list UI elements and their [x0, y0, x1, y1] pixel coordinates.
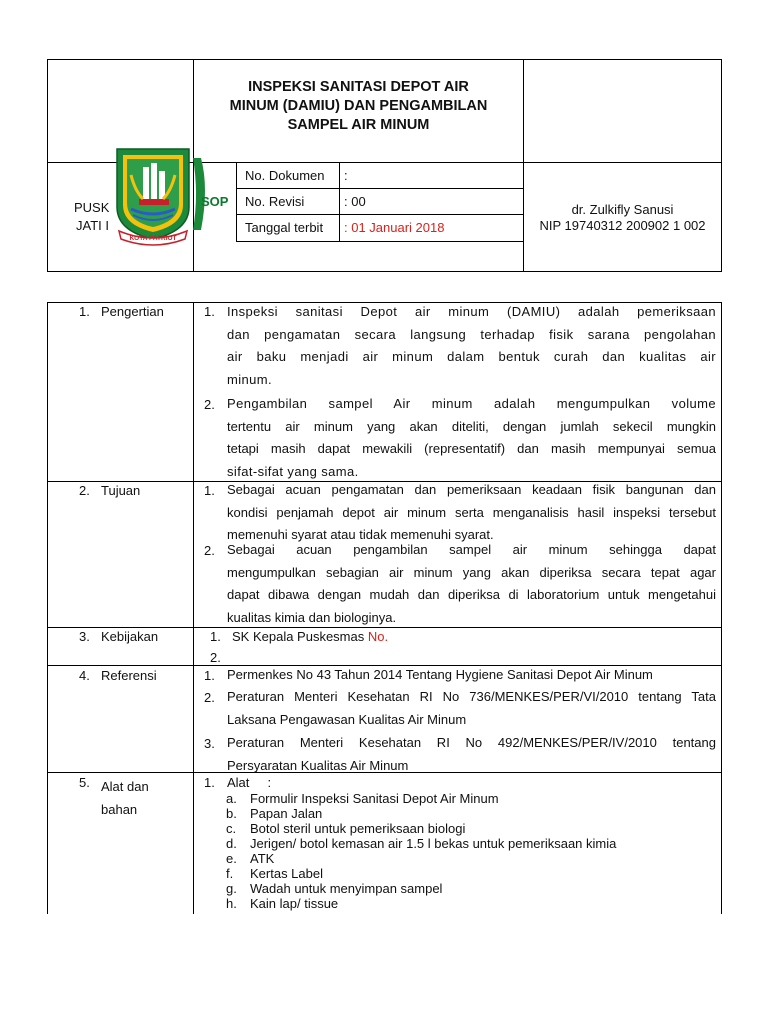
section-title: Pengertian	[101, 304, 164, 319]
item-text: Peraturan Menteri Kesehatan RI No 492/MENKES/PER/IV/2010 tentang Persyaratan Kualitas Air Minum	[227, 735, 716, 773]
signer-nip: NIP 19740312 200902 1 002	[539, 218, 706, 233]
item-text: Sebagai acuan pengambilan sampel air minum sehingga dapat mengumpulkan sebagian air minum yang akan diperiksa secara tepat agar dapat dibawa dengan mudah dan diperiksa di laboratorium untuk mengetahui kualitas kimia dan biologinya.	[227, 542, 716, 625]
list-item: b. Papan Jalan	[226, 806, 323, 821]
signer-block	[524, 202, 721, 234]
section-number: 4.	[79, 668, 90, 683]
title-line-1: INSPEKSI SANITASI DEPOT AIR	[248, 79, 469, 95]
section-number: 2.	[79, 483, 90, 498]
section-number: 1.	[79, 304, 90, 319]
document-title	[195, 78, 522, 135]
item-number: 2.	[204, 397, 215, 412]
org-name-line-2: JATI I	[76, 218, 109, 233]
meta-label-tanggal: Tanggal terbit	[245, 220, 324, 235]
title-line-2: MINUM (DAMIU) DAN PENGAMBILAN	[229, 98, 488, 114]
meta-label-revisi: No. Revisi	[245, 194, 305, 209]
meta-value-revisi: : 00	[344, 194, 366, 209]
section-title: Kebijakan	[101, 629, 159, 644]
item-text: SK Kepala Puskesmas No.	[232, 629, 389, 644]
meta-label-dokumen: No. Dokumen	[245, 168, 325, 183]
city-crest-logo	[113, 145, 193, 247]
list-item: a. Formulir Inspeksi Sanitasi Depot Air Minum	[226, 791, 499, 806]
section-title: Referensi	[101, 668, 157, 683]
item-number: 2.	[204, 690, 215, 705]
item-text: Sebagai acuan pengamatan dan pemeriksaan keadaan fisik bangunan dan kondisi penjamah depot air minum serta menganalisis hasil inspeksi tersebut memenuhi syarat atau tidak memenuhi syarat.	[227, 482, 716, 542]
equipment-list	[226, 791, 616, 911]
item-number: 1.	[204, 483, 215, 498]
item-number: 1.	[204, 668, 215, 683]
section-title: Tujuan	[101, 483, 141, 498]
list-item: e. ATK	[226, 851, 275, 866]
list-item: c. Botol steril untuk pemeriksaan biologi	[226, 821, 466, 836]
item-text: Permenkes No 43 Tahun 2014 Tentang Hygiene Sanitasi Depot Air Minum	[227, 667, 653, 682]
item-text: Pengambilan sampel Air minum adalah mengumpulkan volume tertentu air minum yang akan diteliti, dengan jumlah sekecil mungkin tetapi masih dapat mewakili (representatif) dan masih mempunyai semua sifat-sifat yang sama.	[227, 396, 716, 479]
title-line-3: SAMPEL AIR MINUM	[287, 117, 430, 133]
list-item: d. Jerigen/ botol kemasan air 1.5 l bekas untuk pemeriksaan kimia	[226, 836, 617, 851]
item-number: 1.	[204, 775, 215, 790]
item-text: Peraturan Menteri Kesehatan RI No 736/MENKES/PER/VI/2010 tentang Tata Laksana Pengawasan Kualitas Air Minum	[227, 689, 716, 727]
meta-value-dokumen: :	[344, 168, 348, 183]
item-number: 2.	[210, 650, 221, 665]
svg-text:KOTA PATRIOT: KOTA PATRIOT	[129, 235, 177, 242]
sop-label: SOP	[201, 194, 229, 209]
item-number: 2.	[204, 543, 215, 558]
item-text: Inspeksi sanitasi Depot air minum (DAMIU) adalah pemeriksaan dan pengamatan secara langsung terhadap fisik sarana pengolahan air baku menjadi air minum dalam bentuk curah dan kualitas air minum.	[227, 304, 716, 387]
meta-value-tanggal: : 01 Januari 2018	[344, 220, 445, 235]
item-number: 3.	[204, 736, 215, 751]
list-item: f. Kertas Label	[226, 866, 323, 881]
org-name-line-1: PUSK	[74, 200, 110, 215]
section-number: 5.	[79, 775, 90, 790]
list-item: h. Kain lap/ tissue	[226, 896, 339, 911]
section-title: Alat dan bahan	[101, 779, 149, 817]
item-number: 1.	[210, 629, 221, 644]
item-heading: Alat :	[227, 775, 272, 790]
signer-name: dr. Zulkifly Sanusi	[571, 202, 674, 217]
list-item: g. Wadah untuk menyimpan sampel	[226, 881, 443, 896]
item-number: 1.	[204, 304, 215, 319]
section-number: 3.	[79, 629, 90, 644]
